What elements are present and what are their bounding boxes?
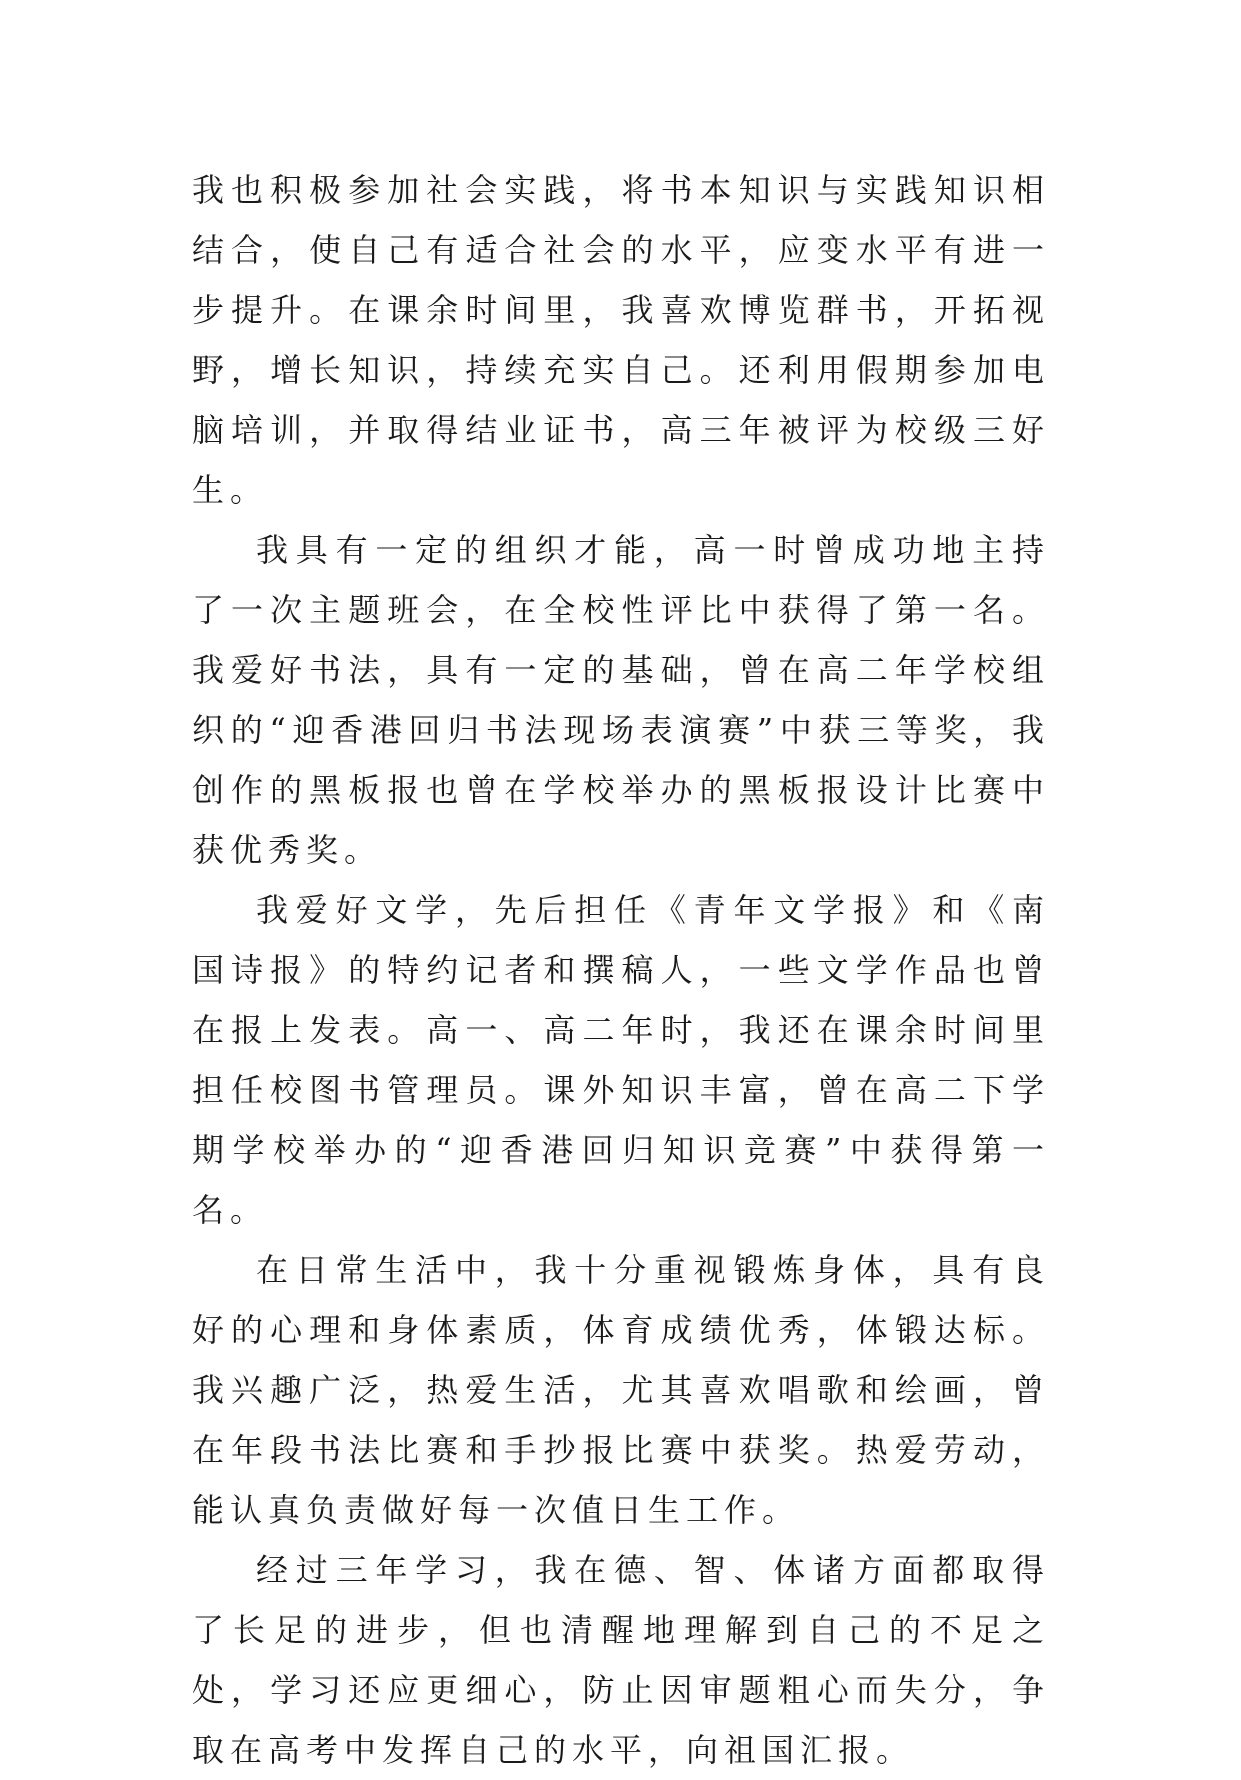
document-body [192, 160, 1050, 1780]
paragraph-daily-life: 在日常生活中，我十分重视锻炼身体，具有良好的心理和身体素质，体育成绩优秀，体锻达标。我兴趣广泛，热爱生活，尤其喜欢唱歌和绘画，曾在年段书法比赛和手抄报比赛中获奖。热爱劳动，能认真负责做好每一次值日生工作。 [192, 1251, 1050, 1529]
paragraph-social-practice: 我也积极参加社会实践，将书本知识与实践知识相结合，使自己有适合社会的水平，应变水平有进一步提升。在课余时间里，我喜欢博览群书，开拓视野，增长知识，持续充实自己。还利用假期参加电脑培训，并取得结业证书，高三年被评为校级三好生。 [192, 171, 1050, 509]
paragraph-conclusion: 经过三年学习，我在德、智、体诸方面都取得了长足的进步，但也清醒地理解到自己的不足之处，学习还应更细心，防止因审题粗心而失分，争取在高考中发挥自己的水平，向祖国汇报。 [192, 1551, 1050, 1769]
paragraph-literature: 我爱好文学，先后担任《青年文学报》和《南国诗报》的特约记者和撰稿人，一些文学作品也曾在报上发表。高一、高二年时，我还在课余时间里担任校图书管理员。课外知识丰富，曾在高二下学期学校举办的“迎香港回归知识竞赛”中获得第一名。 [192, 891, 1050, 1229]
paragraph-organization-skills: 我具有一定的组织才能，高一时曾成功地主持了一次主题班会，在全校性评比中获得了第一名。我爱好书法，具有一定的基础，曾在高二年学校组织的“迎香港回归书法现场表演赛”中获三等奖，我创作的黑板报也曾在学校举办的黑板报设计比赛中获优秀奖。 [192, 531, 1050, 869]
